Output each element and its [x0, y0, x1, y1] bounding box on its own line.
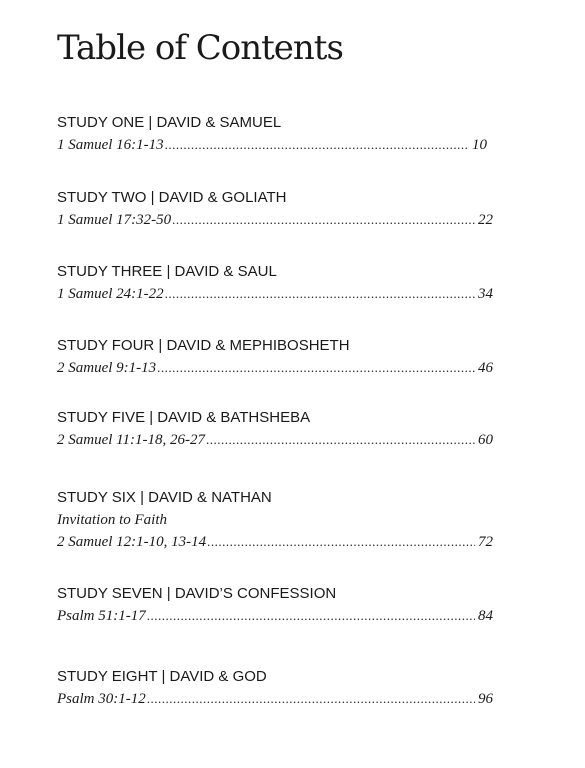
- scripture-reference: Psalm 51:1-17: [57, 608, 146, 624]
- toc-entry[interactable]: [57, 407, 493, 451]
- dot-leader: [165, 283, 475, 305]
- toc-entry[interactable]: [57, 187, 493, 231]
- study-heading: STUDY TWO | DAVID & GOLIATH: [57, 189, 287, 206]
- scripture-reference: 1 Samuel 17:32-50: [57, 212, 172, 228]
- page-number: 34: [478, 286, 493, 302]
- reference-line: [57, 209, 493, 231]
- toc-entry[interactable]: [57, 666, 493, 710]
- study-heading: STUDY FOUR | DAVID & MEPHIBOSHETH: [57, 337, 350, 354]
- page-number: 72: [478, 534, 493, 550]
- toc-entry[interactable]: [57, 112, 487, 156]
- page-number: 22: [478, 212, 493, 228]
- dot-leader: [206, 429, 475, 451]
- study-heading: STUDY FIVE | DAVID & BATHSHEBA: [57, 409, 311, 426]
- dot-leader: [157, 357, 475, 379]
- reference-line: [57, 357, 493, 379]
- page-number: 96: [478, 691, 493, 707]
- page-title: Table of Contents: [57, 28, 343, 68]
- page-number: 46: [478, 360, 493, 376]
- scripture-reference: 2 Samuel 12:1-10, 13-14: [57, 534, 207, 550]
- scripture-reference: 1 Samuel 16:1-13: [57, 137, 164, 153]
- study-heading: STUDY EIGHT | DAVID & GOD: [57, 668, 267, 685]
- toc-entry[interactable]: [57, 335, 493, 379]
- reference-line: [57, 283, 493, 305]
- study-subtitle: Invitation to Faith: [57, 512, 167, 528]
- reference-line: [57, 531, 493, 553]
- study-heading: STUDY THREE | DAVID & SAUL: [57, 263, 277, 280]
- study-heading: STUDY SIX | DAVID & NATHAN: [57, 489, 272, 506]
- dot-leader: [207, 531, 475, 553]
- dot-leader: [172, 209, 475, 231]
- study-heading: STUDY SEVEN | DAVID’S CONFESSION: [57, 585, 337, 602]
- toc-entry[interactable]: [57, 261, 493, 305]
- scripture-reference: 1 Samuel 24:1-22: [57, 286, 164, 302]
- dot-leader: [165, 134, 469, 156]
- reference-line: [57, 605, 493, 627]
- study-heading: STUDY ONE | DAVID & SAMUEL: [57, 114, 282, 131]
- scripture-reference: 2 Samuel 9:1-13: [57, 360, 157, 376]
- dot-leader: [147, 605, 475, 627]
- reference-line: [57, 134, 487, 156]
- reference-line: [57, 688, 493, 710]
- dot-leader: [147, 688, 475, 710]
- page-number: 10: [472, 137, 487, 153]
- reference-line: [57, 429, 493, 451]
- scripture-reference: 2 Samuel 11:1-18, 26-27: [57, 432, 206, 448]
- toc-entry[interactable]: [57, 583, 493, 627]
- page-number: 84: [478, 608, 493, 624]
- page-number: 60: [478, 432, 493, 448]
- toc-entry[interactable]: [57, 487, 493, 553]
- scripture-reference: Psalm 30:1-12: [57, 691, 146, 707]
